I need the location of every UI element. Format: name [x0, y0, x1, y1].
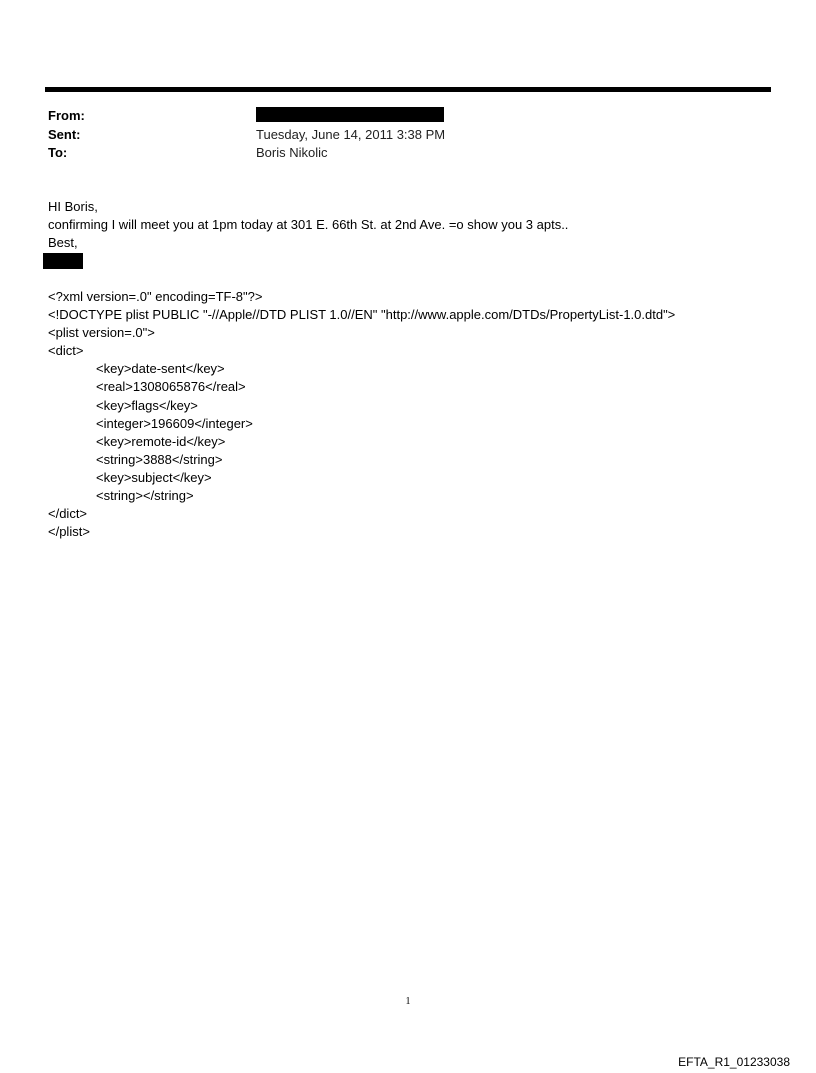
xml-line: <dict>	[48, 343, 84, 359]
xml-line: <key>remote-id</key>	[96, 433, 226, 449]
xml-line: <!DOCTYPE plist PUBLIC "-//Apple//DTD PLIST 1.0//EN" "http://www.apple.com/DTDs/PropertyList-1.0.dtd">	[48, 307, 676, 323]
to-row	[48, 144, 748, 163]
email-body	[48, 198, 778, 269]
xml-line: <?xml version=.0" encoding=TF-8"?>	[48, 289, 263, 304]
sent-label: Sent:	[48, 126, 81, 142]
from-label: From:	[48, 108, 85, 123]
xml-line: <string>3888</string>	[96, 451, 223, 467]
to-value: Boris Nikolic	[256, 145, 328, 160]
xml-line: <real>1308065876</real>	[96, 379, 246, 395]
redaction-bar	[256, 107, 444, 122]
to-label: To:	[48, 145, 68, 160]
page-number: 1	[405, 996, 411, 1007]
plist-xml	[48, 288, 778, 541]
closing: Best,	[48, 235, 78, 251]
message-text: confirming I will meet you at 1pm today at 301 E. 66th St. at 2nd Ave. =o show you 3 apts..	[48, 217, 569, 233]
xml-line: <key>date-sent</key>	[96, 361, 225, 377]
xml-line: <key>subject</key>	[96, 469, 212, 485]
xml-line: </plist>	[48, 524, 90, 540]
from-row	[48, 107, 748, 126]
document-id: EFTA_R1_01233038	[678, 1055, 790, 1069]
xml-line: </dict>	[48, 506, 88, 522]
header-divider	[45, 87, 771, 92]
redaction-bar	[43, 253, 83, 269]
xml-line: <plist version=.0">	[48, 325, 155, 341]
greeting: HI Boris,	[48, 199, 98, 214]
xml-line: <integer>196609</integer>	[96, 415, 253, 431]
xml-line: <key>flags</key>	[96, 397, 198, 413]
xml-line: <string></string>	[96, 488, 194, 504]
sent-row	[48, 126, 748, 145]
email-header	[48, 107, 748, 163]
sent-value: Tuesday, June 14, 2011 3:38 PM	[256, 126, 446, 142]
